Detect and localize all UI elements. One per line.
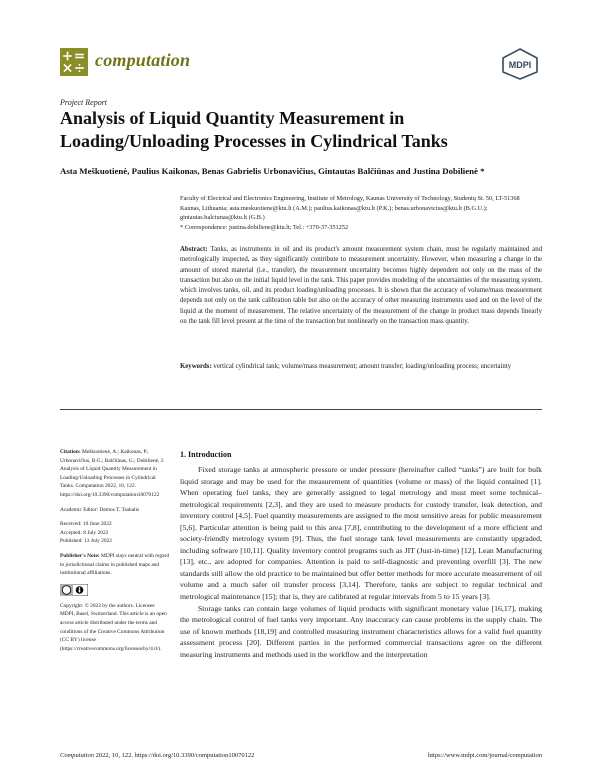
affiliation-text: Faculty of Electrical and Electronics Engineering, Institute of Metrology, Kaunas University of Technology, Studentų St. 50, LT-51368 Kaunas, Lithuania; asta.meskuotiene@ktu.lt (A.M.); paulius.kaikonas@ktu.lt (P.K.); benas.urbonavicius@ktu.lt (B.G.U.); gintautas.balciunas@ktu.lt (G.B.) [180, 195, 520, 222]
abstract-label: Abstract: [180, 246, 208, 253]
sidebar [60, 448, 170, 659]
article-title: Analysis of Liquid Quantity Measurement in Loading/Unloading Processes in Cylindrical Tanks [60, 108, 448, 151]
body-text [180, 464, 542, 660]
keywords [180, 362, 542, 372]
received-date: Received: 10 June 2022 [60, 521, 112, 528]
paragraph: Storage tanks can contain large volumes of liquid products with significant monetary value [16,17], making the metrological control of fuel tanks very important. Any inaccuracy can cause problems in the supply chain. The use of known methods [18,19] and controlled measuring instrument characteristics allows for a valid fuel quantity assessment process [20]. Different parties in the performed commercial transactions agree on the different measuring instruments and methods used in the workflow and the interpretation [180, 603, 542, 659]
citation-text[interactable]: Meškuotienė, A.; Kaikonas, P.; Urbonavičius, B.G.; Balčiūnas, G.; Dobilienė, J. Analysis of Liquid Quantity Measurement in Loading/Unloading Processes in Cylindrical Tanks. Computation 2022, 10, 122. https://doi.org/10.3390/computation10070122 [60, 449, 165, 498]
cc-by-license-icon[interactable] [60, 584, 88, 596]
citation-block [60, 448, 170, 500]
keywords-label: Keywords: [180, 363, 212, 370]
keywords-text: vertical cylindrical tank; volume/mass measurement; amount transfer; loading/unloading process; uncertainty [213, 363, 512, 370]
section-heading: 1. Introduction [180, 450, 232, 459]
affiliation-block [180, 194, 540, 232]
publisher-note-text: MDPI stays neutral with regard to jurisdictional claims in published maps and institutional affiliations. [60, 552, 170, 577]
dates-block [60, 520, 170, 546]
academic-editor: Academic Editor: Demos T. Tsahalis [60, 506, 140, 513]
abstract-text: Tanks, as instruments in oil and its product's amount measurement system chain, must be regularly maintained and metrologically inspected, as they significantly contribute to measurement uncertainty. However, when measuring a change in the amount of stored material (i.e., transfer), the measurement uncertainty becomes highly dependent not only on the mass of the transaction but also on the initial liquid level in the tank. This paper provides modeling of the uncertainties of the measuring system, which involves tanks, oil, and its product loading/unloading processes. It is shown that the accuracy of volume/mass measurement depends not only on the tank calibration table but also on the accuracy of other measuring instruments used and on the level of the liquid at the moment of measurement. The relative uncertainty of the measurement of the change in product mass depends linearly on the tank fill level present at the time of the transaction but nonlinearly on the transaction mass quantity. [180, 246, 543, 326]
footer-citation-text[interactable]: 2022, 10, 122. https://doi.org/10.3390/computation10070122 [93, 752, 255, 759]
journal-name: computation [95, 50, 191, 70]
correspondence-text: * Correspondence: justina.dobiliene@ktu.lt; Tel.: +370-37-351252 [180, 223, 349, 231]
accepted-date: Accepted: 8 July 2022 [60, 529, 109, 536]
paragraph: Fixed storage tanks at atmospheric pressure or under pressure (hereinafter called “tanks”) are built for bulk liquid storage and may be used for the measurement of quantities (volume or mass) of the liquid contained [1]. When operating fuel tanks, they are generally assigned to legal metrology and must meet some technical–metrological requirements [2,3], and they are used to measure products for custody transfer, leak detection, and inventory control [4,5]. Fuel quantity measurements are assigned to the most sensitive areas for public measurement [5,6]. Particular attention is being paid to this area [7,8], contributing to the development of a more efficient and society-friendly metrology system [9]. Thus, the fuel storage tank level measurements are constantly upgraded, including software [10,11]. Quality inventory control programs such as JIT (Just-in-time) [12], Lean Manufacturing [13], etc., are adopted for companies. Attention is paid to self-diagnostic and preventing overfill [3]. The new standards still allow the old practice to be maintained but offer better methods for more accurate measurement of oil volume and a much safer oil transfer process [3,14]. Therefore, tanks are subject to regular technical and metrological maintenance [15]; that is, they are calibrated at regular intervals from 5 to 15 years [3]. [180, 465, 542, 602]
footer-citation [60, 752, 254, 759]
publisher-note [60, 552, 170, 578]
citation-label: Citation: [60, 449, 81, 455]
mdpi-logo-text: MDPI [508, 60, 532, 70]
article-type: Project Report [60, 98, 108, 107]
journal-logo-icon [60, 48, 88, 76]
mdpi-logo [500, 48, 540, 80]
publisher-note-label: Publisher's Note: [60, 552, 100, 559]
copyright-text: Copyright: © 2022 by the authors. Licensee MDPI, Basel, Switzerland. This article is an open access article distributed under the terms and conditions of the Creative Commons Attribution (CC BY) license (https://creativecommons.org/licenses/by/4.0/). [60, 602, 167, 652]
abstract [180, 245, 542, 327]
footer-url[interactable]: https://www.mdpi.com/journal/computation [427, 752, 542, 759]
footer-journal: Computation [60, 752, 94, 759]
author-list: Asta Meškuotienė, Paulius Kaikonas, Benas Gabrielis Urbonavičius, Gintautas Balčiūnas and Justina Dobilienė * [60, 166, 485, 176]
divider [60, 409, 542, 410]
published-date: Published: 13 July 2022 [60, 538, 112, 545]
